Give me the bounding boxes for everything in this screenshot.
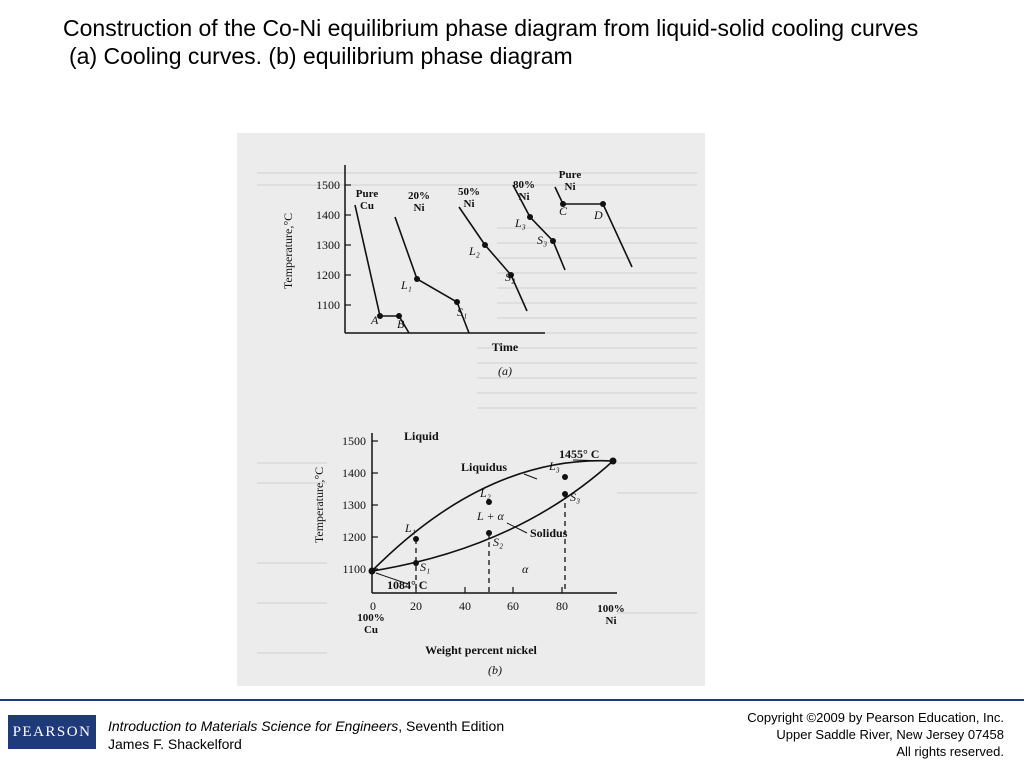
- b-ytick-1400: 1400: [342, 466, 366, 480]
- b-ylabel: Temperature,°C: [312, 466, 326, 544]
- label-l3-a: L₃: [515, 216, 526, 230]
- label-s2-b: S₂: [493, 535, 504, 549]
- b-xtick-100: 100%: [597, 603, 625, 615]
- label-20-ni-2: Ni: [413, 202, 425, 214]
- label-1455c: 1455° C: [559, 447, 600, 461]
- label-l2-b: L₂: [480, 486, 491, 500]
- point-l3-a: [527, 214, 533, 220]
- book-title-line: [108, 717, 504, 735]
- point-l1-b: [413, 536, 419, 542]
- label-s2-a: S₂: [505, 270, 516, 284]
- label-b: B: [397, 317, 405, 331]
- a-ytick-1400: 1400: [316, 208, 340, 222]
- copyright-notice: [747, 709, 1004, 760]
- label-pure-cu-2: Cu: [359, 200, 375, 212]
- label-liquidus: Liquidus: [461, 460, 508, 474]
- b-xsub-cu: Cu: [363, 624, 379, 636]
- point-s1-b: [413, 560, 419, 566]
- book-edition: , Seventh Edition: [398, 718, 505, 734]
- label-pure-cu-1: Pure: [355, 188, 379, 200]
- point-s3-b: [562, 491, 568, 497]
- a-ytick-1200: 1200: [316, 268, 340, 282]
- a-ytick-1500: 1500: [316, 178, 340, 192]
- a-ytick-1100: 1100: [316, 298, 340, 312]
- label-80-ni-2: Ni: [518, 191, 530, 203]
- book-info: [108, 717, 504, 753]
- b-xtick-80: 80: [556, 599, 568, 613]
- label-solidus: Solidus: [530, 526, 568, 540]
- a-ylabel: Temperature,°C: [281, 212, 295, 290]
- point-l1-a: [414, 276, 420, 282]
- slide-title: [63, 14, 993, 70]
- point-s2-b: [486, 530, 492, 536]
- a-caption: (a): [498, 364, 512, 378]
- copyright-line-1: Copyright ©2009 by Pearson Education, Inc.: [747, 710, 1004, 725]
- point-l3-b: [562, 474, 568, 480]
- b-xsub-100: 100%: [357, 612, 385, 624]
- point-s3-a: [550, 238, 556, 244]
- b-xtick-40: 40: [459, 599, 471, 613]
- label-a: A: [371, 313, 379, 327]
- label-s1-a: S₁: [457, 305, 468, 319]
- copyright-line-2: Upper Saddle River, New Jersey 07458: [776, 727, 1004, 742]
- label-c: C: [559, 204, 568, 218]
- b-ytick-1100: 1100: [342, 562, 366, 576]
- a-xlabel: Time: [491, 340, 519, 354]
- label-1084c: 1084° C: [387, 578, 428, 592]
- label-pure-ni-1: Pure: [558, 169, 582, 181]
- label-pure-ni-2: Ni: [564, 181, 576, 193]
- label-80-ni-1: 80%: [513, 179, 535, 191]
- title-line-1: Construction of the Co-Ni equilibrium phase diagram from liquid-solid cooling curves: [63, 15, 919, 41]
- phase-diagram-figure: [237, 133, 705, 686]
- pearson-logo: [8, 715, 96, 749]
- label-liquid: Liquid: [404, 429, 439, 443]
- point-l2-a: [482, 242, 488, 248]
- footer-divider: [0, 699, 1024, 701]
- label-l1-b: L₁: [405, 521, 416, 535]
- label-l3-b: L₃: [549, 459, 560, 473]
- a-ytick-1300: 1300: [316, 238, 340, 252]
- b-caption: (b): [488, 663, 502, 677]
- label-l2-a: L₂: [469, 244, 480, 258]
- book-title: Introduction to Materials Science for Engineers: [108, 718, 399, 734]
- point-d: [600, 201, 606, 207]
- copyright-line-3: All rights reserved.: [896, 744, 1004, 759]
- b-xtick-20: 20: [410, 599, 422, 613]
- title-line-2: (a) Cooling curves. (b) equilibrium phase diagram: [69, 43, 573, 69]
- label-two-phase: L + α: [477, 509, 504, 523]
- figure-svg: [237, 133, 705, 686]
- label-s3-a: S₃: [537, 233, 548, 247]
- b-xtick-0: 0: [370, 599, 376, 613]
- label-s3-b: S₃: [570, 490, 581, 504]
- b-ytick-1300: 1300: [342, 498, 366, 512]
- b-ytick-1500: 1500: [342, 434, 366, 448]
- b-xlabel: Weight percent nickel: [425, 643, 537, 657]
- pearson-logo-text: PEARSON: [12, 723, 92, 740]
- book-author: James F. Shackelford: [108, 736, 242, 752]
- label-50-ni-1: 50%: [458, 186, 480, 198]
- b-xtick-60: 60: [507, 599, 519, 613]
- label-20-ni-1: 20%: [408, 190, 430, 202]
- label-l1-a: L₁: [401, 278, 412, 292]
- label-d: D: [594, 208, 603, 222]
- point-cu-melt: [369, 568, 376, 575]
- b-xsub-ni: Ni: [605, 615, 617, 627]
- label-alpha: α: [522, 562, 529, 576]
- label-s1-b: S₁: [420, 560, 431, 574]
- label-50-ni-2: Ni: [463, 198, 475, 210]
- b-ytick-1200: 1200: [342, 530, 366, 544]
- point-ni-melt: [610, 458, 617, 465]
